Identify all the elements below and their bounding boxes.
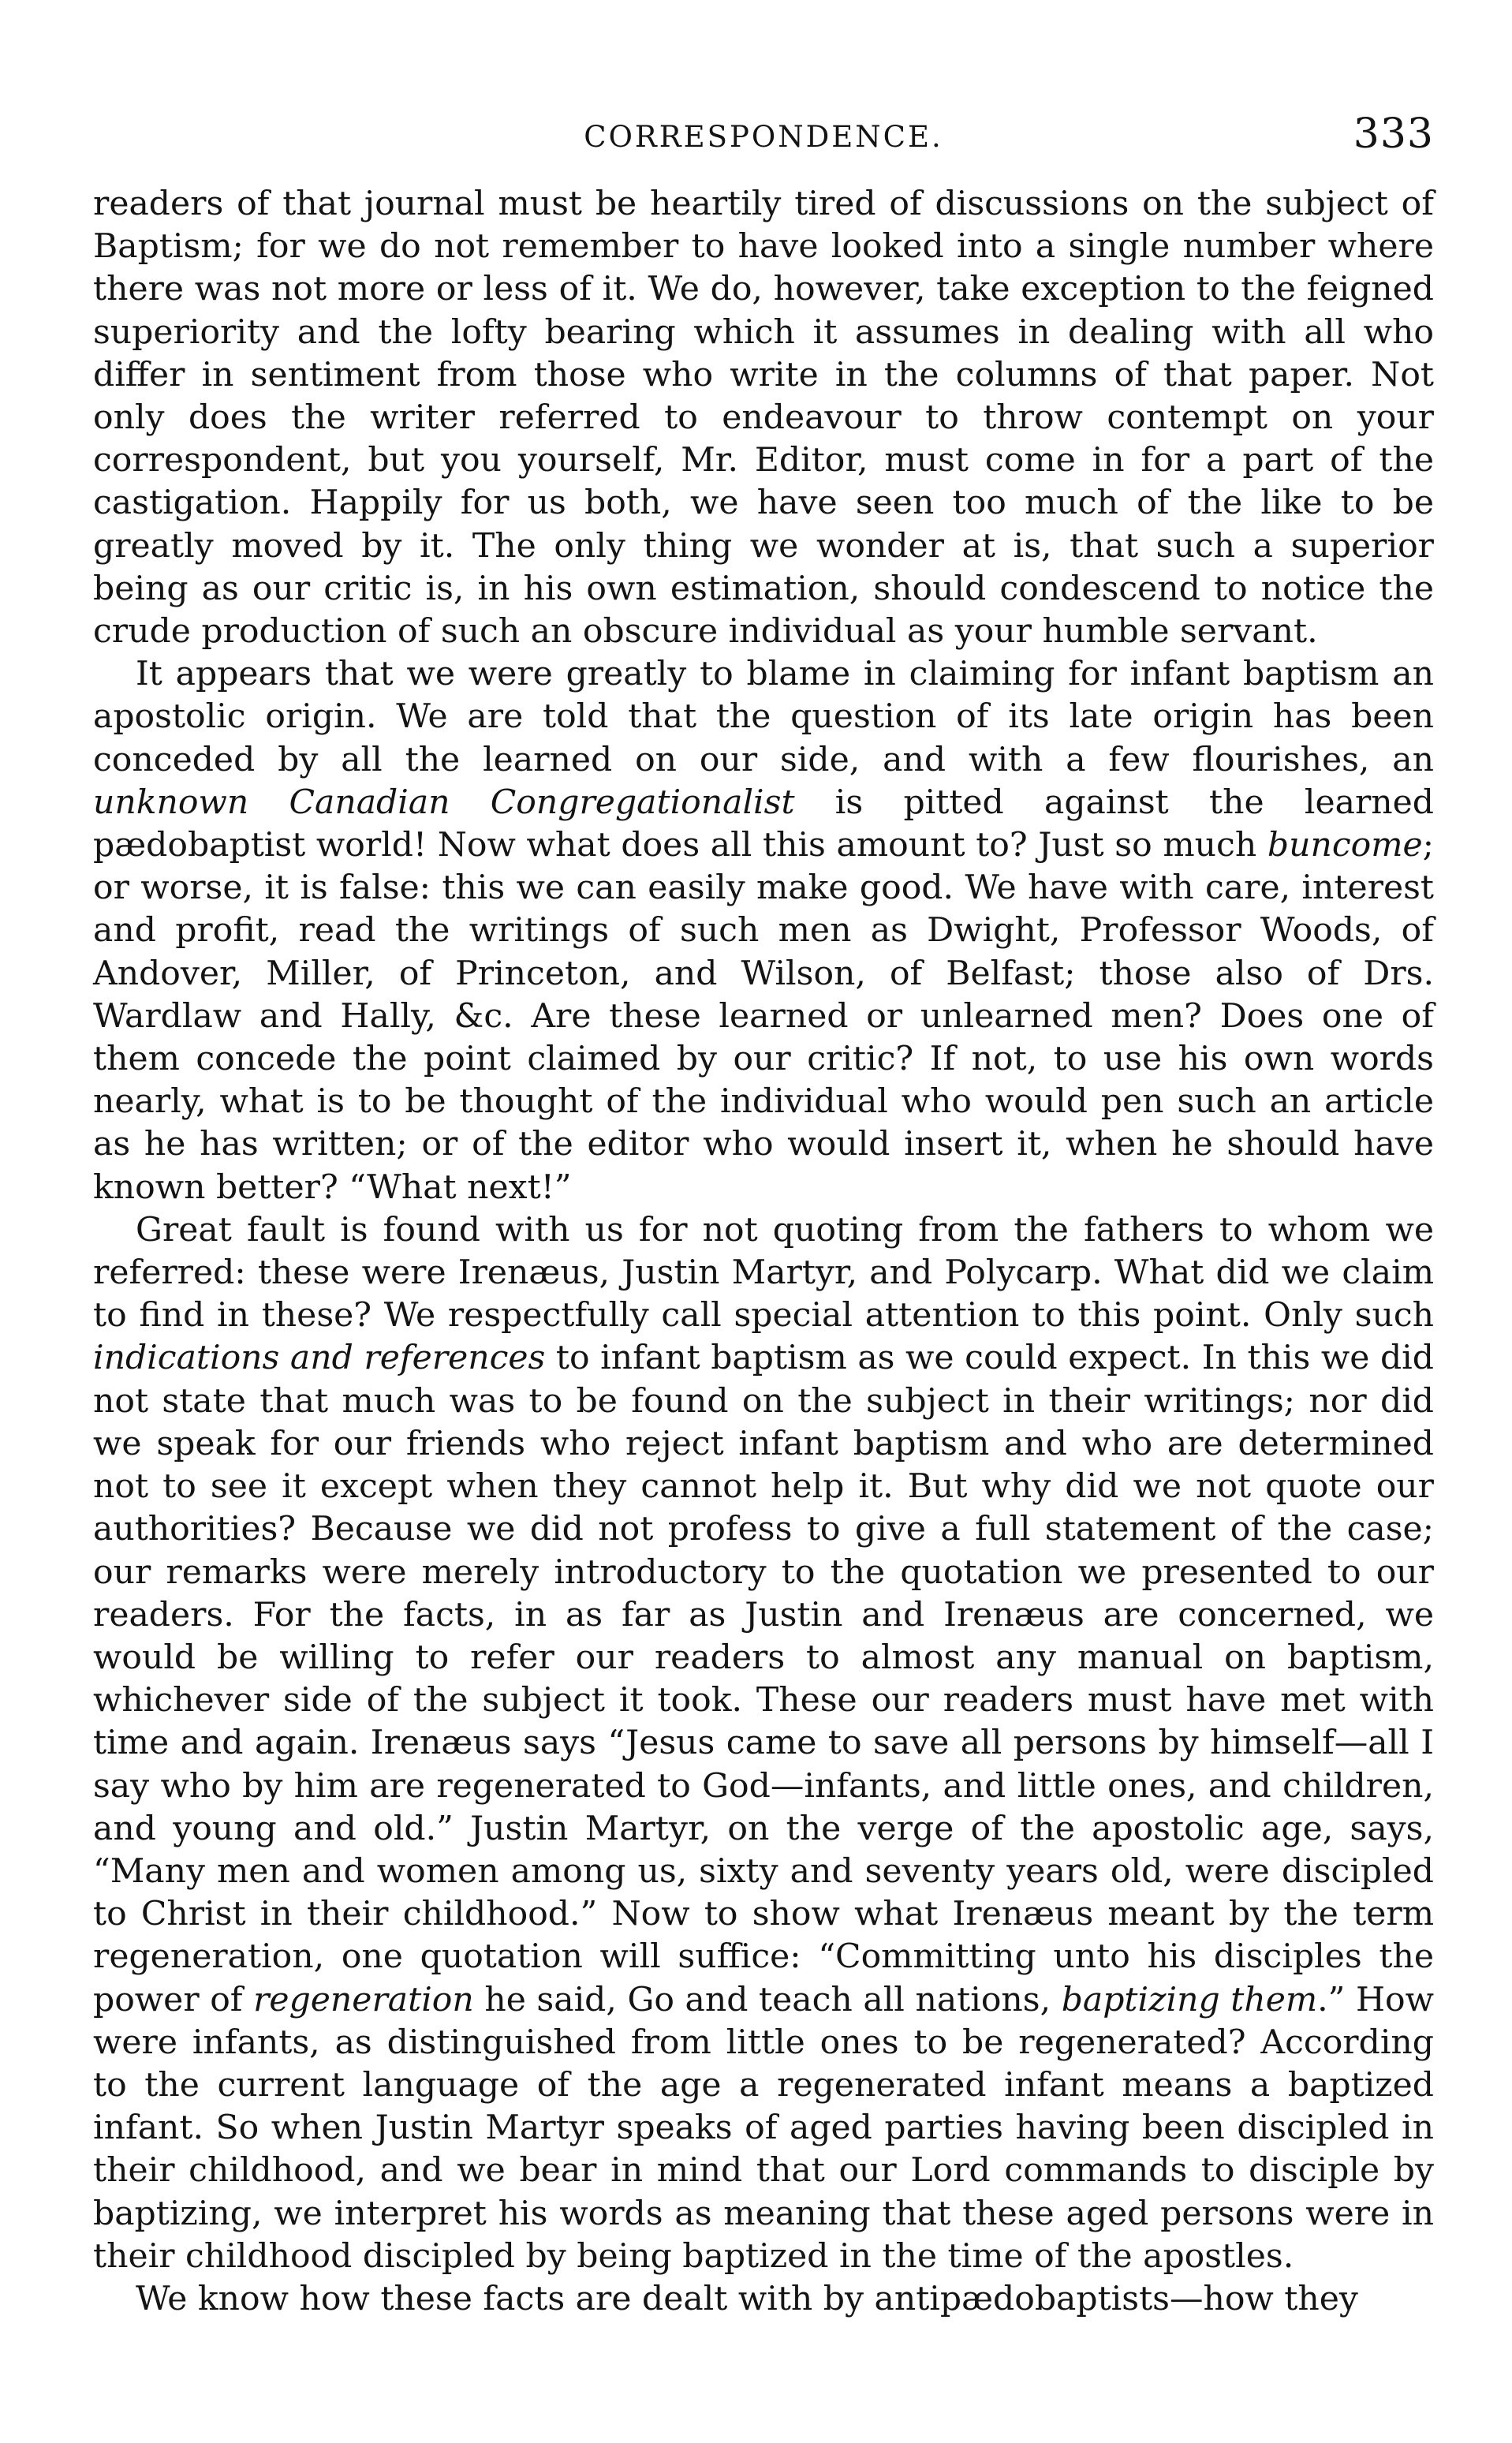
- italic-text: indications and references: [93, 1339, 546, 1378]
- text-segment: he said, Go and teach all nations,: [473, 1980, 1062, 2019]
- running-head: [93, 110, 1434, 166]
- paragraph-1: [93, 183, 1434, 653]
- paragraph-2: [93, 653, 1434, 1209]
- italic-text: unknown Canadian Congregationalist: [93, 783, 795, 822]
- italic-text: buncome: [1267, 826, 1423, 865]
- paragraph-3: [93, 1209, 1434, 2278]
- text-segment: is pitted against the learned pædobaptist world! Now what does all this amount to? Just so much: [93, 783, 1434, 865]
- italic-text: baptizing them: [1061, 1980, 1318, 2019]
- text-segment: We know how these facts are dealt with by antipædobaptists—how they: [136, 2279, 1358, 2318]
- running-title: CORRESPONDENCE.: [584, 120, 943, 154]
- text-segment: Great fault is found with us for not quoting from the fathers to whom we referred: these were Irenæus, Justin Martyr, and Polycarp. What did we claim to find in these? We respectfully call special attention to this point. Only such: [93, 1210, 1434, 1335]
- text-segment: readers of that journal must be heartily tired of discussions on the subject of Baptism; for we do not remember to have looked into a single number where there was not more or less of it. We do, however, take exception to the feigned superiority and the lofty bearing which it assumes in dealing with all who differ in sentiment from those who write in the columns of that paper. Not only does the writer referred to endeavour to throw contempt on your correspondent, but you yourself, Mr. Editor, must come in for a part of the castigation. Happily for us both, we have seen too much of the like to be greatly moved by it. The only thing we wonder at is, that such a superior being as our critic is, in his own estimation, should condescend to notice the crude production of such an obscure individual as your humble servant.: [93, 185, 1434, 652]
- italic-text: regeneration: [253, 1980, 474, 2019]
- text-segment: ; or worse, it is false: this we can easily make good. We have with care, interest and profit, read the writings of such men as Dwight, Professor Woods, of Andover, Miller, of Princeton, and Wilson, of Belfast; those also of Drs. Wardlaw and Hally, &c. Are these learned or unlearned men? Does one of them concede the point claimed by our critic? If not, to use his own words nearly, what is to be thought of the individual who would pen such an article as he has written; or of the editor who would insert it, when he should have known better? “What next!”: [93, 826, 1434, 1207]
- body-text: [93, 183, 1434, 2321]
- page-number: 333: [1353, 110, 1434, 158]
- text-segment: .” How were infants, as distinguished from little ones to be regenerated? According to the current language of the age a regenerated infant means a baptized infant. So when Justin Martyr speaks of aged parties having been discipled in their childhood, and we bear in mind that our Lord commands to disciple by baptizing, we interpret his words as meaning that these aged persons were in their childhood discipled by being baptized in the time of the apostles.: [93, 1980, 1434, 2276]
- book-page: [93, 110, 1434, 2321]
- paragraph-4: [93, 2278, 1434, 2321]
- text-segment: to infant baptism as we could expect. In this we did not state that much was to be found on the subject in their writings; nor did we speak for our friends who reject infant baptism and who are determined not to see it except when they cannot help it. But why did we not quote our authorities? Because we did not profess to give a full statement of the case; our remarks were merely introductory to the quotation we presented to our readers. For the facts, in as far as Justin and Irenæus are concerned, we would be willing to refer our readers to almost any manual on baptism, whichever side of the subject it took. These our readers must have met with time and again. Irenæus says “Jesus came to save all persons by himself—all I say who by him are regenerated to God—infants, and little ones, and children, and young and old.” Justin Martyr, on the verge of the apostolic age, says, “Many men and women among us, sixty and seventy years old, were discipled to Christ in their childhood.” Now to show what Irenæus meant by the term regeneration, one quotation will suffice: “Committing unto his disciples the power of: [93, 1339, 1434, 2019]
- text-segment: It appears that we were greatly to blame in claiming for infant baptism an apostolic origin. We are told that the question of its late origin has been conceded by all the learned on our side, and with a few flourishes, an: [93, 655, 1434, 779]
